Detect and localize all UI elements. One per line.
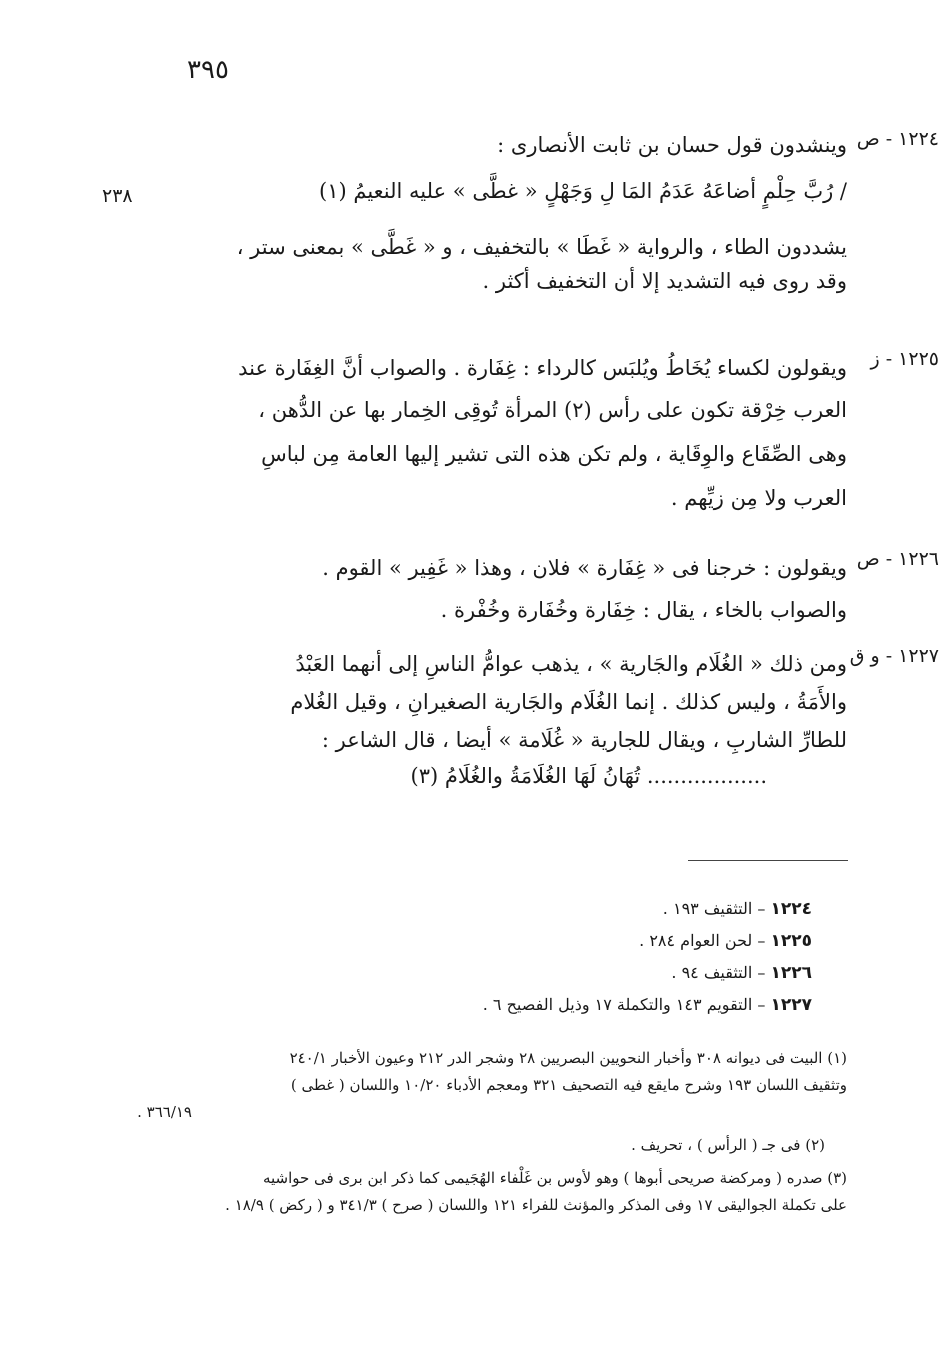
- verse-line: / رُبَّ حِلْمٍ أضاعَهُ عَدَمُ المَا لِ وَجَهْلٍ « غطَّى » عليه النعيمُ (١): [319, 179, 847, 203]
- source-item: [483, 989, 812, 1021]
- entry-line: والصواب بالخاء ، يقال : خِفَارة وخُفَارة وخُفْرة .: [440, 598, 847, 622]
- source-text: – لحن العوام ٢٨٤ .: [639, 931, 766, 950]
- entry-line: ومن ذلك « الغُلَام والجَارية » ، يذهب عوامُّ الناسِ إلى أنهما العَبْدُ: [295, 652, 847, 676]
- source-item: [483, 957, 812, 989]
- footnote-line: على تكملة الجواليقى ١٧ وفى المذكر والمؤنث للفراء ١٢١ واللسان ( صرح ) ٣٤١/٣ و ( ركض ) ١٨/٩ .: [225, 1196, 847, 1214]
- entry-line: يشددون الطاء ، والرواية « غَطَا » بالتخفيف ، و « غَطَّى » بمعنى ستر ،: [236, 235, 847, 259]
- source-number: ١٢٢٧: [770, 995, 812, 1015]
- entry-number: ١٢٢٥ - ز: [870, 348, 939, 370]
- source-number: ١٢٢٦: [770, 963, 812, 983]
- footnote-line: ٣٦٦/١٩ .: [137, 1103, 192, 1121]
- source-list: [483, 893, 812, 1021]
- side-number: ٢٣٨: [102, 185, 133, 207]
- source-item: [483, 925, 812, 957]
- footnote-line: (١) البيت فى ديوانه ٣٠٨ وأخبار النحويين البصريين ٢٨ وشجر الدر ٢١٢ وعيون الأخبار ٢٤٠/١: [289, 1049, 847, 1067]
- entry-line: والأَمَةُ ، وليس كذلك . إنما الغُلَام والجَارية الصغيرانِ ، وقيل الغُلام: [290, 690, 847, 714]
- footnote-line: وتثقيف اللسان ١٩٣ وشرح مايقع فيه التصحيف ٣٢١ ومعجم الأدباء ١٠/٢٠ واللسان ( غطى ): [290, 1076, 847, 1094]
- source-text: – التقويم ١٤٣ والتكملة ١٧ وذيل الفصيح ٦ .: [482, 995, 766, 1014]
- source-number: ١٢٢٥: [770, 931, 812, 951]
- source-item: [483, 893, 812, 925]
- footnote-divider: [688, 860, 848, 861]
- page-number: ٣٩٥: [187, 55, 229, 85]
- entry-line: وقد روى فيه التشديد إلا أن التخفيف أكثر .: [482, 269, 847, 293]
- entry-line: وينشدون قول حسان بن ثابت الأنصارى :: [497, 133, 847, 157]
- source-number: ١٢٢٤: [770, 899, 812, 919]
- source-text: – التثقيف ٩٤ .: [671, 963, 766, 982]
- footnotes: [137, 1045, 847, 1219]
- entry-1226: [150, 548, 939, 632]
- entry-number: ١٢٢٧ - و ق: [849, 645, 939, 667]
- entry-line: ويقولون : خرجنا فى « غِفَارة » فلان ، وهذا « غَفِير » القوم .: [322, 556, 847, 580]
- entry-line: للطارِّ الشاربِ ، ويقال للجارية « غُلَامة » أيضا ، قال الشاعر :: [321, 728, 847, 752]
- entry-line: وهى الصِّقَاع والوِقَاية ، ولم تكن هذه التى تشير إليها العامة مِن لباسِ: [261, 442, 847, 466]
- entry-number: ١٢٢٦ - ص: [856, 548, 939, 570]
- entry-line: العرب ولا مِن زيِّهم .: [670, 486, 847, 510]
- source-text: – التثقيف ١٩٣ .: [662, 899, 766, 918]
- entry-1225: [150, 348, 939, 520]
- entry-1224: [150, 128, 939, 298]
- entry-line: العرب خِرْقة تكون على رأس (٢) المرأة تُوقِى الخِمار بها عن الدُّهن ،: [258, 398, 847, 422]
- entry-1227: [150, 645, 939, 793]
- footnote-line: (٢) فى جـ ( الرأس ) ، تحريف .: [631, 1136, 825, 1154]
- footnote-line: (٣) صدره ( ومركضة صريحى أبوها ) وهو لأوس بن غَلْفاء الهُجَيمى كما ذكر ابن برى فى حواشيه: [262, 1169, 847, 1187]
- verse-line: .................. تُهَانُ لَهَا الغُلَامَةُ والغُلَامُ (٣): [410, 764, 767, 788]
- entry-number: ١٢٢٤ - ص: [856, 128, 939, 150]
- entry-line: ويقولون لكساء يُخَاطُ ويُلبَس كالرداء : غِفَارة . والصواب أنَّ الغِفَارة عند: [238, 356, 847, 380]
